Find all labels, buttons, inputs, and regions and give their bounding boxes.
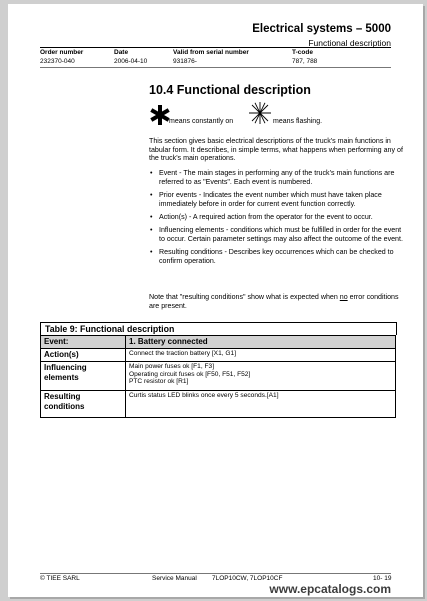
document-page — [8, 4, 423, 597]
note-emphasis: no — [339, 293, 348, 301]
table-row — [41, 362, 396, 391]
list-item: • Event - The main stages in performing any of the truck's main functions are referred to as "Events". Each event is numbered. — [149, 169, 404, 186]
table-header-row — [41, 336, 396, 349]
note-text-end: error conditions are present. — [149, 293, 399, 310]
constant-asterisk-icon — [149, 104, 171, 126]
intro-paragraph: This section gives basic electrical descriptions of the truck's main functions in tabular form. It describes, in simple terms, what happens when performing any of the truck's main operations. — [149, 137, 403, 163]
header-title: Electrical systems – 5000 — [252, 23, 391, 35]
row-value — [126, 349, 396, 362]
row-label: Action(s) — [41, 349, 126, 362]
table-row — [41, 349, 396, 362]
list-item: • Resulting conditions - Describes key occurrences which can be checked to confirm operation. — [149, 248, 404, 265]
row-value — [126, 391, 396, 418]
row-label: Resulting conditions — [41, 391, 126, 418]
table-row — [41, 391, 396, 418]
legend-constant-text: means constantly on — [169, 118, 234, 125]
section-title: 10.4 Functional description — [149, 83, 311, 97]
footer-manual: Service Manual — [152, 575, 197, 582]
functional-description-table — [40, 335, 396, 418]
event-label: Event: — [41, 336, 126, 349]
order-number-value: 232370-040 — [40, 58, 75, 65]
order-number-label: Order number — [40, 49, 84, 56]
row-line: Operating circuit fuses ok [F50, F51, F52] — [129, 370, 251, 378]
serial-number-value: 931876- — [173, 58, 197, 65]
meta-divider — [40, 67, 391, 68]
tcode-label: T-code — [292, 49, 313, 56]
header-subtitle: Functional description — [308, 38, 391, 48]
legend-flashing-text: means flashing. — [273, 118, 323, 125]
event-value: 1. Battery connected — [126, 336, 396, 349]
definition-list — [149, 169, 404, 270]
footer-models: 7LOP10CW, 7LOP10CF — [212, 575, 283, 582]
flashing-asterisk-icon — [247, 100, 273, 126]
watermark: www.epcatalogs.com — [269, 582, 391, 596]
row-line: Connect the traction battery [X1, G1] — [129, 350, 237, 357]
footer-divider — [40, 573, 391, 574]
list-item: • Prior events - Indicates the event number which must have taken place immediately before in order for current event function correctly. — [149, 191, 404, 208]
note-paragraph — [149, 293, 404, 310]
tcode-value: 787, 788 — [292, 58, 318, 65]
footer-page-number: 10- 19 — [373, 575, 392, 582]
date-value: 2006-04-10 — [114, 58, 148, 65]
note-text: Note that "resulting conditions" show what is expected when — [149, 293, 340, 301]
list-item: • Influencing elements - conditions which must be fulfilled in order for the event to occur. Certain parameter settings may also affect the outcome of the event. — [149, 226, 404, 243]
row-line: Main power fuses ok [F1, F3] — [129, 363, 215, 370]
row-value — [126, 362, 396, 391]
row-label: Influencing elements — [41, 362, 126, 391]
date-label: Date — [114, 49, 129, 56]
table-title: Table 9: Functional description — [40, 322, 397, 335]
row-line: PTC resistor ok [R1] — [129, 378, 189, 386]
list-item: • Action(s) - A required action from the operator for the event to occur. — [149, 213, 404, 222]
row-line: Curtis status LED blinks once every 5 seconds.[A1] — [129, 392, 279, 399]
led-legend — [149, 104, 409, 134]
header-divider — [40, 47, 391, 48]
serial-number-label: Valid from serial number — [173, 49, 249, 56]
footer-copyright: © TIEE SARL — [40, 575, 80, 582]
